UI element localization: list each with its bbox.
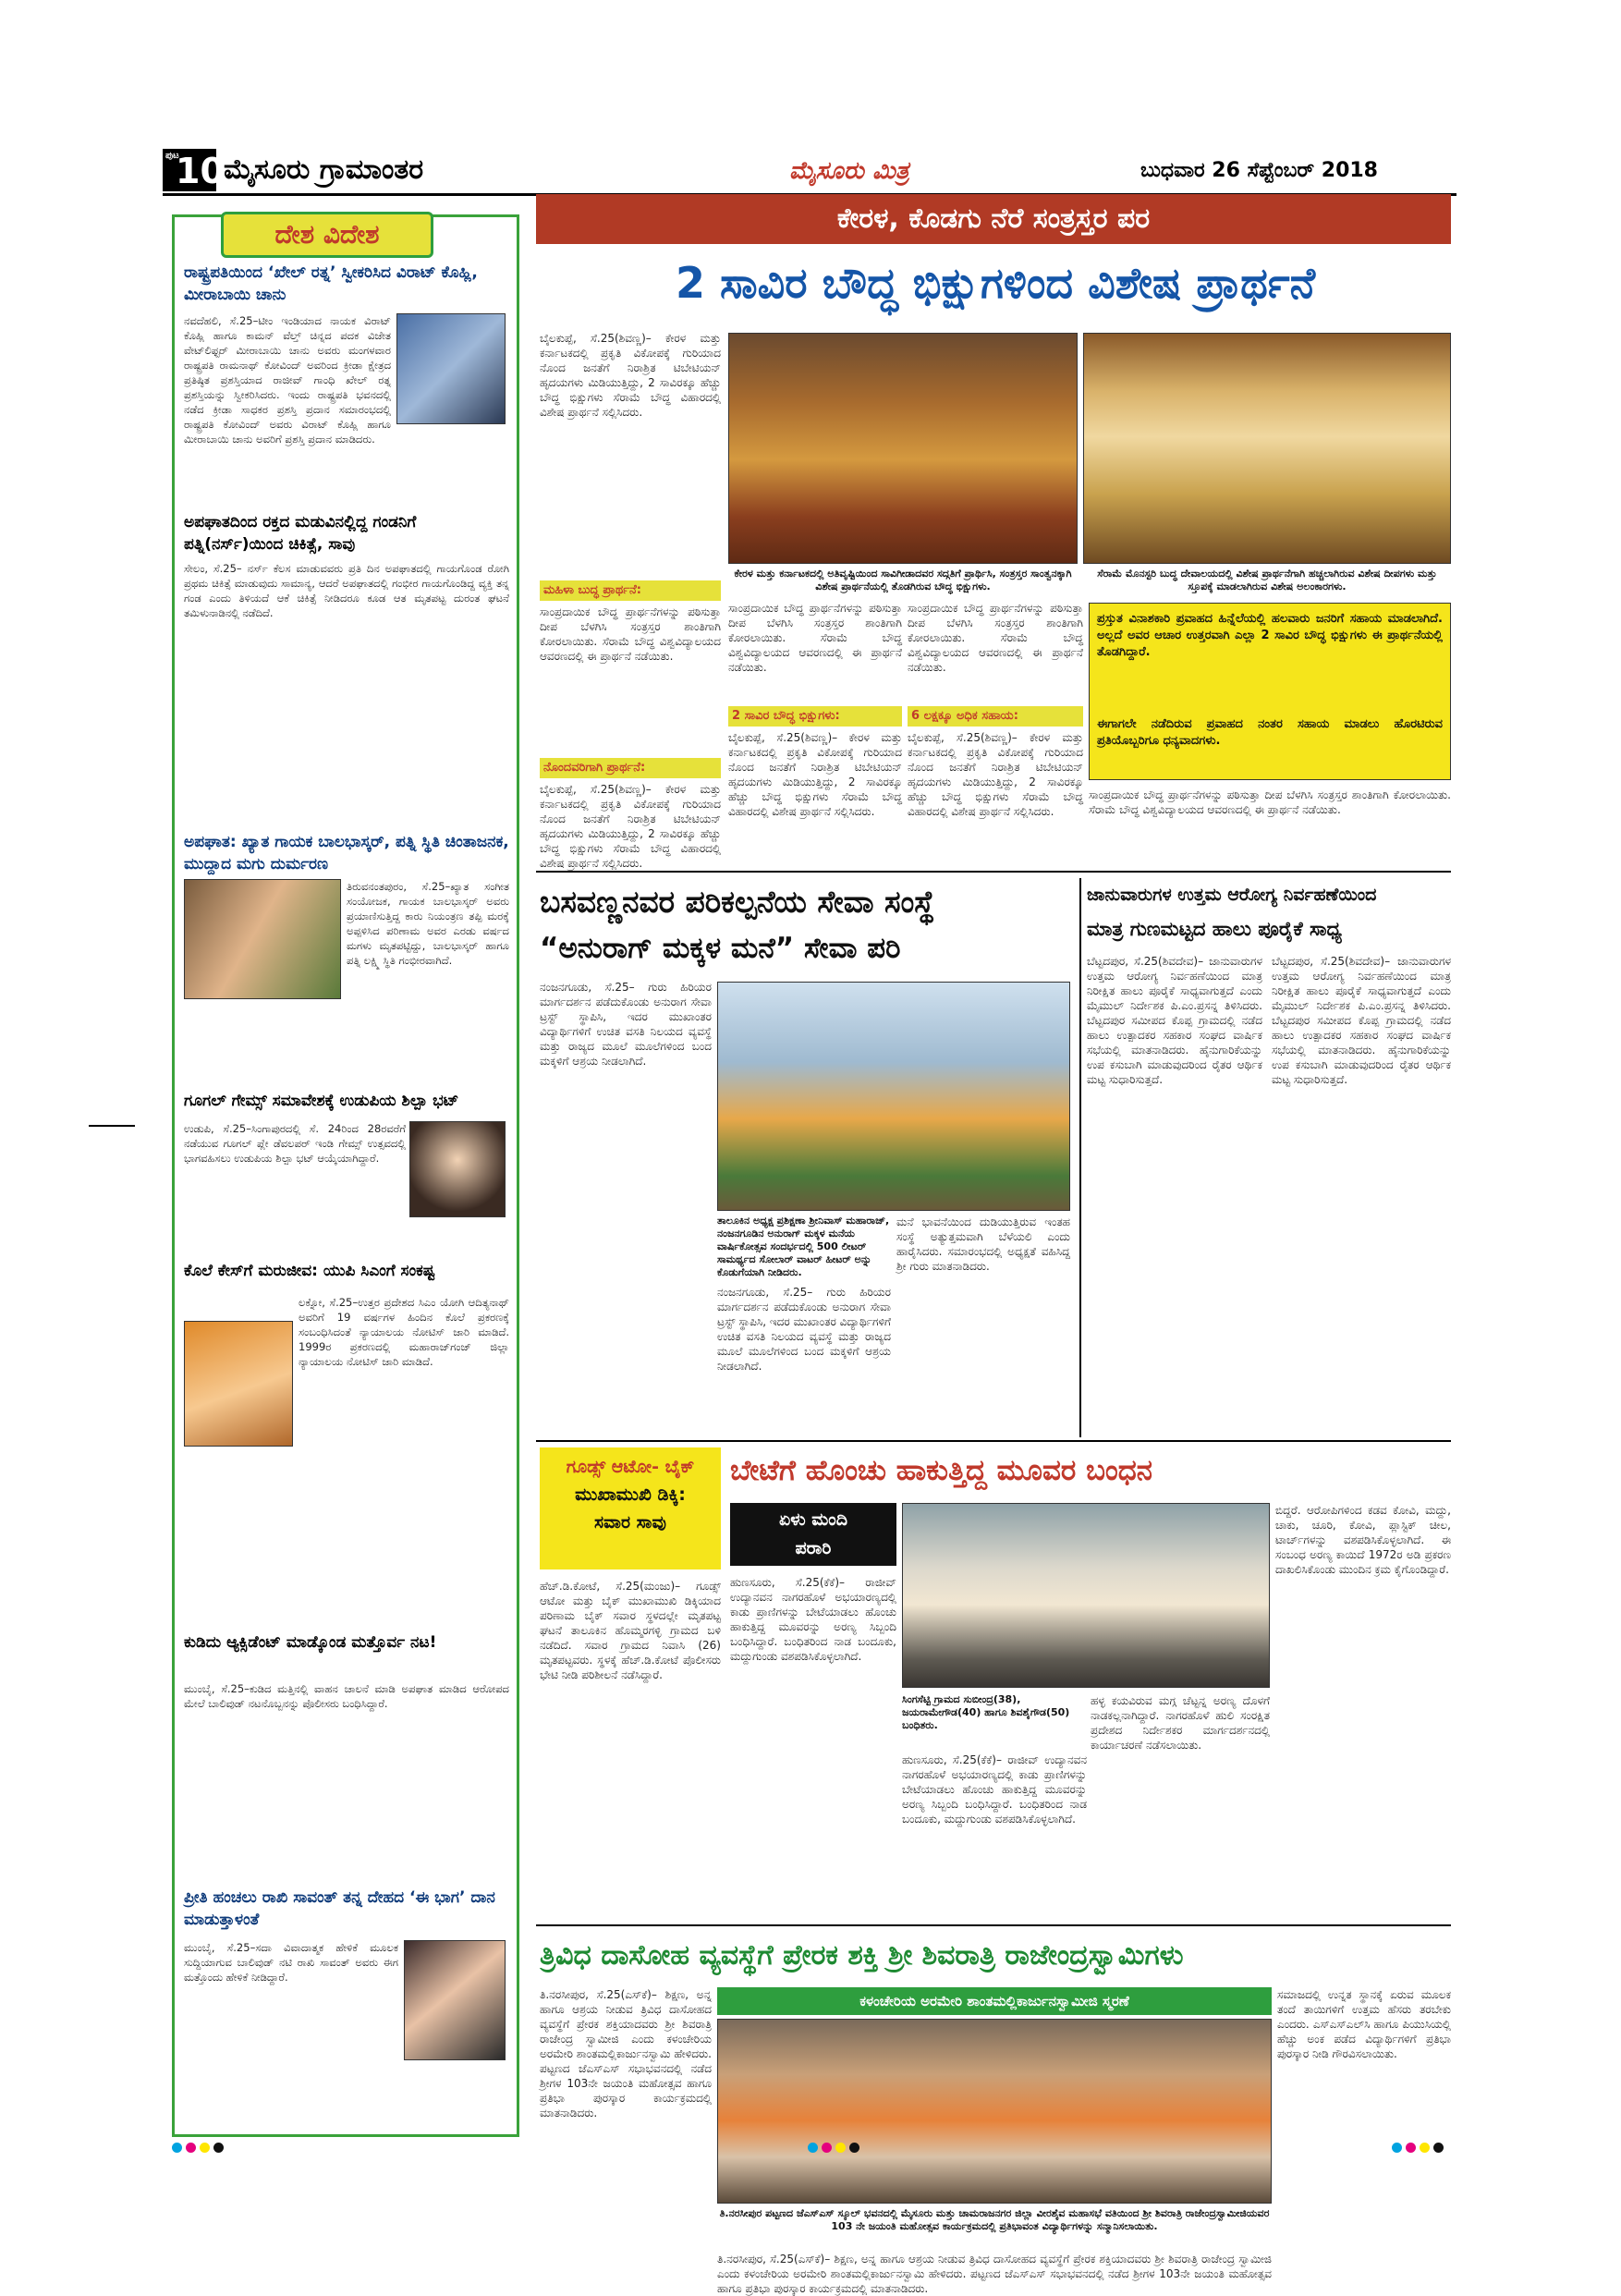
swami-subhead-text: ಕಳಂಚೇರಿಯ ಅರಮೇರಿ ಶಾಂತಮಲ್ಲಿಕಾರ್ಜುನಸ್ವಾಮೀಜಿ ಸ್ಮರಣೆ bbox=[859, 1993, 1129, 2009]
lead-photo-1 bbox=[728, 333, 1078, 564]
arrest-tag bbox=[730, 1503, 896, 1566]
swami-caption: ತಿ.ನರಸೀಪುರ ಪಟ್ಟಣದ ಜೆಎಸ್‌ಎಸ್ ಸ್ಕೂಲ್ ಭವನದಲ್ಲಿ ಮೈಸೂರು ಮತ್ತು ಚಾಮರಾಜನಗರ ಜಿಲ್ಲಾ ವೀರಶೈವ ಮಹಾಸಭೆ ವತಿಯಿಂದ ಶ್ರೀ ಶಿವರಾತ್ರಿ ರಾಜೇಂದ್ರಸ್ವಾಮೀಜಿಯವರ 103 ನೇ ಜಯಂತಿ ಮಹೋತ್ಸವ ಕಾರ್ಯಕ್ರಮದಲ್ಲಿ ಪ್ರತಿಭಾವಂತ ವಿದ್ಯಾರ್ಥಿಗಳನ್ನು ಸನ್ಮಾನಿಸಲಾಯಿತು. bbox=[719, 2207, 1270, 2232]
lead-body-col-2b: ಬೈಲಕುಪ್ಪೆ, ಸೆ.25(ಶಿವಣ್ಣ)– ಕೇರಳ ಮತ್ತು ಕರ್ನಾಟಕದಲ್ಲಿ ಪ್ರಕೃತಿ ವಿಕೋಪಕ್ಕೆ ಗುರಿಯಾದ ನೊಂದ ಜನತೆಗೆ ನಿರಾಶ್ರಿತ ಟಿಬೇಟಿಯನ್ ಹೃದಯಗಳು ಮಿಡಿಯುತ್ತಿದ್ದು, 2 ಸಾವಿರಕ್ಕೂ ಹೆಚ್ಚು ಬೌದ್ಧ ಭಿಕ್ಷುಗಳು ಸೆರಾಮೆ ಬೌದ್ಧ ವಿಹಾರದಲ್ಲಿ ವಿಶೇಷ ಪ್ರಾರ್ಥನೆ ಸಲ್ಲಿಸಿದರು. bbox=[728, 731, 902, 818]
lead-body: ಬೈಲಕುಪ್ಪೆ, ಸೆ.25(ಶಿವಣ್ಣ)– ಕೇರಳ ಮತ್ತು ಕರ್ನಾಟಕದಲ್ಲಿ ಪ್ರಕೃತಿ ವಿಕೋಪಕ್ಕೆ ಗುರಿಯಾದ ನೊಂದ ಜನತೆಗೆ ನಿರಾಶ್ರಿತ ಟಿಬೇಟಿಯನ್ ಹೃದಯಗಳು ಮಿಡಿಯುತ್ತಿದ್ದು, 2 ಸಾವಿರಕ್ಕೂ ಹೆಚ್ಚು ಬೌದ್ಧ ಭಿಕ್ಷುಗಳು ಸೆರಾಮೆ ಬೌದ್ಧ ವಿಹಾರದಲ್ಲಿ ವಿಶೇಷ ಪ್ರಾರ್ಥನೆ ಸಲ್ಲಿಸಿದರು. bbox=[540, 332, 721, 419]
reg-dot-yellow bbox=[1420, 2143, 1430, 2153]
margin-mark bbox=[89, 1125, 135, 1127]
lead-body-col-3b: ಬೈಲಕುಪ್ಪೆ, ಸೆ.25(ಶಿವಣ್ಣ)– ಕೇರಳ ಮತ್ತು ಕರ್ನಾಟಕದಲ್ಲಿ ಪ್ರಕೃತಿ ವಿಕೋಪಕ್ಕೆ ಗುರಿಯಾದ ನೊಂದ ಜನತೆಗೆ ನಿರಾಶ್ರಿತ ಟಿಬೇಟಿಯನ್ ಹೃದಯಗಳು ಮಿಡಿಯುತ್ತಿದ್ದು, 2 ಸಾವಿರಕ್ಕೂ ಹೆಚ್ಚು ಬೌದ್ಧ ಭಿಕ್ಷುಗಳು ಸೆರಾಮೆ ಬೌದ್ಧ ವಿಹಾರದಲ್ಲಿ ವಿಶೇಷ ಪ್ರಾರ್ಥನೆ ಸಲ್ಲಿಸಿದರು. bbox=[908, 731, 1083, 818]
basava-photo bbox=[717, 982, 1070, 1211]
story-3-body: ತಿರುವನಂತಪುರಂ, ಸೆ.25–ಖ್ಯಾತ ಸಂಗೀತ ಸಂಯೋಜಕ, ಗಾಯಕ ಬಾಲಭಾಸ್ಕರ್ ಅವರು ಪ್ರಯಾಣಿಸುತ್ತಿದ್ದ ಕಾರು ನಿಯಂತ್ರಣ ತಪ್ಪಿ ಮರಕ್ಕೆ ಅಪ್ಪಳಿಸಿದ ಪರಿಣಾಮ ಅವರ ಎರಡು ವರ್ಷದ ಮಗಳು ಮೃತಪಟ್ಟಿದ್ದು, ಬಾಲಭಾಸ್ಕರ್ ಹಾಗೂ ಪತ್ನಿ ಲಕ್ಷ್ಮಿ ಸ್ಥಿತಿ ಗಂಭೀರವಾಗಿದೆ. bbox=[347, 880, 509, 967]
swami-headline: ತ್ರಿವಿಧ ದಾಸೋಹ ವ್ಯವಸ್ಥೆಗೆ ಪ್ರೇರಕ ಶಕ್ತಿ ಶ್ರೀ ಶಿವರಾತ್ರಿ ರಾಜೇಂದ್ರಸ್ವಾಮಿಗಳು bbox=[540, 1939, 1184, 1972]
lead-highlight-text-2: ಈಗಾಗಲೇ ನಡೆದಿರುವ ಪ್ರವಾಹದ ನಂತರ ಸಹಾಯ ಮಾಡಲು ಹೊರಟಿರುವ ಪ್ರತಿಯೊಬ್ಬರಿಗೂ ಧನ್ಯವಾದಗಳು. bbox=[1097, 717, 1443, 748]
issue-date: ಬುಧವಾರ 26 ಸೆಪ್ಟೆಂಬರ್ 2018 bbox=[1140, 159, 1378, 182]
lead-subhead-2: 2 ಸಾವಿರ ಬೌದ್ಧ ಭಿಕ್ಷುಗಳು: bbox=[728, 706, 902, 727]
lead-headline: 2 ಸಾವಿರ ಬೌದ್ಧ ಭಿಕ್ಷುಗಳಿಂದ ವಿಶೇಷ ಪ್ರಾರ್ಥನೆ bbox=[675, 258, 1316, 308]
basava-caption: ತಾಲೂಕಿನ ಅಧ್ಯಕ್ಷ ಪ್ರಶಿಕ್ಷಣಾ ಶ್ರೀನಿವಾಸ್ ಮಹಾರಾಜ್, ನಂಜನಗೂಡಿನ ಅನುರಾಗ್ ಮಕ್ಕಳ ಮನೆಯ ವಾರ್ಷಿಕೋತ್ಸವ ಸಂದರ್ಭದಲ್ಲಿ 500 ಲೀಟರ್ ಸಾಮರ್ಥ್ಯದ ಸೋಲಾರ್ ವಾಟರ್ ಹೀಟರ್ ಅನ್ನು ಕೊಡುಗೆಯಾಗಿ ನೀಡಿದರು. bbox=[717, 1215, 890, 1278]
lead-subhead-1: ಮಹಿಳಾ ಬುದ್ಧ ಪ್ರಾರ್ಥನೆ: bbox=[540, 580, 721, 601]
page-number-badge bbox=[163, 149, 225, 191]
registration-marks-center bbox=[808, 2143, 872, 2156]
story-2-body: ಸೇಲಂ, ಸೆ.25– ನರ್ಸ್ ಕೆಲಸ ಮಾಡುವವರು ಪ್ರತಿ ದಿನ ಅಪಘಾತದಲ್ಲಿ ಗಾಯಗೊಂಡ ರೋಗಿ ಪ್ರಥಮ ಚಿಕಿತ್ಸೆ ಮಾಡುವುದು ಸಾಮಾನ್ಯ, ಆದರೆ ಅಪಘಾತದಲ್ಲಿ ಗಂಭೀರ ಗಾಯಗೊಂಡಿದ್ದ ವ್ಯಕ್ತಿ ತನ್ನ ಗಂಡ ಎಂದು ತಿಳಿಯದೆ ಆಕೆ ಚಿಕಿತ್ಸೆ ನೀಡಿದರೂ ಕೂಡ ಆತ ಮೃತಪಟ್ಟ ದುರಂತ ಘಟನೆ ತಮಿಳುನಾಡಿನಲ್ಲಿ ನಡೆದಿದೆ. bbox=[184, 562, 509, 619]
lead-kicker-text: ಕೇರಳ, ಕೊಡಗು ನೆರೆ ಸಂತ್ರಸ್ತರ ಪರ bbox=[836, 202, 1151, 235]
reg-dot-yellow bbox=[835, 2143, 846, 2153]
arrest-tag-2: ಪರಾರಿ bbox=[795, 1538, 832, 1558]
lead-highlight-text: ಪ್ರಸ್ತುತ ವಿನಾಶಕಾರಿ ಪ್ರವಾಹದ ಹಿನ್ನೆಲೆಯಲ್ಲಿ ಹಲವಾರು ಜನರಿಗೆ ಸಹಾಯ ಮಾಡಲಾಗಿದೆ. ಅಲ್ಲದೆ ಅವರ ಆಚಾರ ಉತ್ತರವಾಗಿ ಎಲ್ಲಾ 2 ಸಾವಿರ ಬೌದ್ಧ ಭಿಕ್ಷುಗಳು ಈ ಪ್ರಾರ್ಥನೆಯಲ್ಲಿ ತೊಡಗಿದ್ದಾರೆ. bbox=[1097, 612, 1443, 659]
story-5-photo bbox=[184, 1321, 293, 1447]
mid-rule bbox=[536, 1440, 1451, 1442]
reg-dot-magenta bbox=[1406, 2143, 1416, 2153]
story-2-headline: ಅಪಘಾತದಿಂದ ರಕ್ತದ ಮಡುವಿನಲ್ಲಿದ್ದ ಗಂಡನಿಗೆ ಪತ್ನಿ(ನರ್ಸ್)ಯಿಂದ ಚಿಕಿತ್ಸೆ, ಸಾವು bbox=[184, 513, 417, 554]
story-3-headline: ಅಪಘಾತ: ಖ್ಯಾತ ಗಾಯಕ ಬಾಲಭಾಸ್ಕರ್, ಪತ್ನಿ ಸ್ಥಿತಿ ಚಿಂತಾಜನಕ, ಮುದ್ದಾದ ಮಗು ದುರ್ಮರಣ bbox=[184, 833, 509, 873]
arrest-body-4: ಬಿದ್ದರೆ. ಆರೋಪಿಗಳಿಂದ ಕಡವ ಕೋವಿ, ಮದ್ದು, ಚಾಕು, ಚೂರಿ, ಕೋವಿ, ಪ್ಲಾಸ್ಟಿಕ್ ಚೀಲ, ಟಾರ್ಚ್‌ಗಳನ್ನು ವಶಪಡಿಸಿಕೊಳ್ಳಲಾಗಿದೆ. ಈ ಸಂಬಂಧ ಅರಣ್ಯ ಕಾಯಿದೆ 1972ರ ಅಡಿ ಪ್ರಕರಣ ದಾಖಲಿಸಿಕೊಂಡು ಮುಂದಿನ ಕ್ರಮ ಕೈಗೊಂಡಿದ್ದಾರೆ. bbox=[1275, 1504, 1451, 1576]
reg-dot-magenta bbox=[186, 2143, 196, 2153]
registration-marks-left bbox=[172, 2143, 237, 2156]
accident-box bbox=[540, 1447, 721, 1569]
page-number: 10 bbox=[176, 151, 225, 191]
sidebar-title bbox=[221, 212, 433, 258]
story-7-photo bbox=[404, 1940, 506, 2060]
story-3-photo bbox=[184, 879, 341, 999]
swami-body: ತಿ.ನರಸೀಪುರ, ಸೆ.25(ಎಸ್‌ಕೆ)– ಶಿಕ್ಷಣ, ಅನ್ನ ಹಾಗೂ ಆಶ್ರಯ ನೀಡುವ ತ್ರಿವಿಧ ದಾಸೋಹದ ವ್ಯವಸ್ಥೆಗೆ ಪ್ರೇರಕ ಶಕ್ತಿಯಾದವರು ಶ್ರೀ ಶಿವರಾತ್ರಿ ರಾಜೇಂದ್ರ ಸ್ವಾಮೀಜಿ ಎಂದು ಕಳಂಚೇರಿಯ ಅರಮೇರಿ ಶಾಂತಮಲ್ಲಿಕಾರ್ಜುನಸ್ವಾಮಿ ಹೇಳಿದರು. ಪಟ್ಟಣದ ಜೆಎಸ್‌ಎಸ್ ಸಭಾಭವನದಲ್ಲಿ ನಡೆದ ಶ್ರೀಗಳ 103ನೇ ಜಯಂತಿ ಮಹೋತ್ಸವ ಹಾಗೂ ಪ್ರತಿಭಾ ಪುರಸ್ಕಾರ ಕಾರ್ಯಕ್ರಮದಲ್ಲಿ ಮಾತನಾಡಿದರು. bbox=[540, 1988, 712, 2119]
arrest-body-2: ಹಳ್ಳ ಕಯವಿರುವ ಮಗ್ಗ ಚೆಟ್ಟನ್ನ ಅರಣ್ಯ ದೊಳಗೆ ನಾಡಕಲ್ಲನಾಗಿದ್ದಾರೆ. ನಾಗರಹೊಳೆ ಹುಲಿ ಸಂರಕ್ಷಿತ ಪ್ರದೇಶದ ನಿರ್ದೇಶಕರ ಮಾರ್ಗದರ್ಶನದಲ್ಲಿ ಕಾರ್ಯಾಚರಣೆ ನಡೆಸಲಾಯಿತು. bbox=[1091, 1694, 1270, 1752]
section-title: ಮೈಸೂರು ಗ್ರಾಮಾಂತರ bbox=[224, 153, 424, 186]
arrest-photo bbox=[902, 1503, 1270, 1688]
lead-caption-2: ಸೆರಾಮೆ ಮೊನಸ್ಟರಿ ಬುದ್ಧ ದೇವಾಲಯದಲ್ಲಿ ವಿಶೇಷ ಪ್ರಾರ್ಥನೆಗಾಗಿ ಹಚ್ಚಲಾಗಿರುವ ವಿಶೇಷ ದೀಪಗಳು ಮತ್ತು ಸ್ತೂಪಕ್ಕೆ ಮಾಡಲಾಗಿರುವ ವಿಶೇಷ ಅಲಂಕಾರಗಳು. bbox=[1097, 568, 1437, 592]
newspaper-logo: ಮೈಸೂರು ಮಿತ್ರ bbox=[789, 157, 909, 185]
story-4-headline: ಗೂಗಲ್ ಗೇಮ್ಸ್ ಸಮಾವೇಶಕ್ಕೆ ಉಡುಪಿಯ ಶಿಲ್ಪಾ ಭಟ್ bbox=[184, 1092, 459, 1110]
story-1-body: ನವದೆಹಲಿ, ಸೆ.25–ಟೀಂ ಇಂಡಿಯಾದ ನಾಯಕ ವಿರಾಟ್ ಕೊಹ್ಲಿ ಹಾಗೂ ಕಾಮನ್ ವೆಲ್ತ್ ಚಿನ್ನದ ಪದಕ ವಿಜೇತ ವೇಟ್‌ಲಿಫ್ಟರ್ ಮೀರಾಬಾಯಿ ಚಾನು ಅವರು ಮಂಗಳವಾರ ರಾಷ್ಟ್ರಪತಿ ರಾಮನಾಥ್ ಕೋವಿಂದ್ ಅವರಿಂದ ಕ್ರೀಡಾ ಕ್ಷೇತ್ರದ ಪ್ರತಿಷ್ಠಿತ ಪ್ರಶಸ್ತಿಯಾದ ರಾಜೀವ್ ಗಾಂಧಿ ಖೇಲ್ ರತ್ನ ಪ್ರಶಸ್ತಿಯನ್ನು ಸ್ವೀಕರಿಸಿದರು. ಇಂದು ರಾಷ್ಟ್ರಪತಿ ಭವನದಲ್ಲಿ ನಡೆದ ಕ್ರೀಡಾ ಸಾಧಕರ ಪ್ರಶಸ್ತಿ ಪ್ರದಾನ ಸಮಾರಂಭದಲ್ಲಿ ರಾಷ್ಟ್ರಪತಿ ಕೋವಿಂದ್ ಅವರು ವಿರಾಟ್ ಕೊಹ್ಲಿ ಹಾಗೂ ಮೀರಾಬಾಯಿ ಚಾನು ಅವರಿಗೆ ಪ್ರಶಸ್ತಿ ಪ್ರದಾನ ಮಾಡಿದರು. bbox=[184, 314, 391, 446]
arrest-body-3: ಹುಣಸೂರು, ಸೆ.25(ಕೆಕೆ)– ರಾಜೀವ್ ಉದ್ಯಾನವನ ನಾಗರಹೊಳೆ ಅಭಯಾರಣ್ಯದಲ್ಲಿ ಕಾಡು ಪ್ರಾಣಿಗಳನ್ನು ಬೇಟೆಯಾಡಲು ಹೊಂಚು ಹಾಕುತ್ತಿದ್ದ ಮೂವರನ್ನು ಅರಣ್ಯ ಸಿಬ್ಬಂದಿ ಬಂಧಿಸಿದ್ದಾರೆ. ಬಂಧಿತರಿಂದ ನಾಡ ಬಂದೂಕು, ಮದ್ದುಗುಂಡು ವಶಪಡಿಸಿಕೊಳ್ಳಲಾಗಿದೆ. bbox=[902, 1753, 1087, 1826]
column-divider bbox=[1079, 878, 1081, 1437]
lead-caption-1: ಕೇರಳ ಮತ್ತು ಕರ್ನಾಟಕದಲ್ಲಿ ಅತಿವೃಷ್ಟಿಯಿಂದ ಸಾವಿಗೀಡಾದವರ ಸದ್ಗತಿಗೆ ಪ್ರಾರ್ಥಿಸಿ, ಸಂತ್ರಸ್ತರ ಸಾಂತ್ವನಕ್ಕಾಗಿ ವಿಶೇಷ ಪ್ರಾರ್ಥನೆಯಲ್ಲಿ ತೊಡಗಿರುವ ಬೌದ್ಧ ಭಿಕ್ಷುಗಳು. bbox=[734, 568, 1072, 592]
arrest-body: ಹುಣಸೂರು, ಸೆ.25(ಕೆಕೆ)– ರಾಜೀವ್ ಉದ್ಯಾನವನ ನಾಗರಹೊಳೆ ಅಭಯಾರಣ್ಯದಲ್ಲಿ ಕಾಡು ಪ್ರಾಣಿಗಳನ್ನು ಬೇಟೆಯಾಡಲು ಹೊಂಚು ಹಾಕುತ್ತಿದ್ದ ಮೂವರನ್ನು ಅರಣ್ಯ ಸಿಬ್ಬಂದಿ ಬಂಧಿಸಿದ್ದಾರೆ. ಬಂಧಿತರಿಂದ ನಾಡ ಬಂದೂಕು, ಮದ್ದುಗುಂಡು ವಶಪಡಿಸಿಕೊಳ್ಳಲಾಗಿದೆ. bbox=[730, 1576, 896, 1663]
swami-photo bbox=[717, 2019, 1272, 2204]
swami-body-2: ತಿ.ನರಸೀಪುರ, ಸೆ.25(ಎಸ್‌ಕೆ)– ಶಿಕ್ಷಣ, ಅನ್ನ ಹಾಗೂ ಆಶ್ರಯ ನೀಡುವ ತ್ರಿವಿಧ ದಾಸೋಹದ ವ್ಯವಸ್ಥೆಗೆ ಪ್ರೇರಕ ಶಕ್ತಿಯಾದವರು ಶ್ರೀ ಶಿವರಾತ್ರಿ ರಾಜೇಂದ್ರ ಸ್ವಾಮೀಜಿ ಎಂದು ಕಳಂಚೇರಿಯ ಅರಮೇರಿ ಶಾಂತಮಲ್ಲಿಕಾರ್ಜುನಸ್ವಾಮಿ ಹೇಳಿದರು. ಪಟ್ಟಣದ ಜೆಎಸ್‌ಎಸ್ ಸಭಾಭವನದಲ್ಲಿ ನಡೆದ ಶ್ರೀಗಳ 103ನೇ ಜಯಂತಿ ಮಹೋತ್ಸವ ಹಾಗೂ ಪ್ರತಿಭಾ ಪುರಸ್ಕಾರ ಕಾರ್ಯಕ್ರಮದಲ್ಲಿ ಮಾತನಾಡಿದರು. bbox=[717, 2253, 1272, 2295]
swami-body-3: ಸಮಾಜದಲ್ಲಿ ಉನ್ನತ ಸ್ಥಾನಕ್ಕೆ ಏರುವ ಮೂಲಕ ತಂದೆ ತಾಯಿಗಳಿಗೆ ಉತ್ತಮ ಹೆಸರು ತರಬೇಕು ಎಂದರು. ಎಸ್ಎಸ್ಎಲ್‌ಸಿ ಹಾಗೂ ಪಿಯುಸಿಯಲ್ಲಿ ಹೆಚ್ಚು ಅಂಕ ಪಡೆದ ವಿದ್ಯಾರ್ಥಿಗಳಿಗೆ ಪ್ರತಿಭಾ ಪುರಸ್ಕಾರ ನೀಡಿ ಗೌರವಿಸಲಾಯಿತು. bbox=[1277, 1988, 1451, 2060]
reg-dot-black bbox=[1433, 2143, 1444, 2153]
lead-bottom-rule bbox=[536, 871, 1451, 873]
story-1-photo bbox=[396, 313, 506, 424]
reg-dot-magenta bbox=[822, 2143, 832, 2153]
basava-body: ನಂಜನಗೂಡು, ಸೆ.25– ಗುರು ಹಿರಿಯರ ಮಾರ್ಗದರ್ಶನ ಪಡೆದುಕೊಂಡು ಅನುರಾಗ ಸೇವಾ ಟ್ರಸ್ಟ್ ಸ್ಥಾಪಿಸಿ, ಇದರ ಮುಖಾಂತರ ವಿದ್ಯಾರ್ಥಿಗಳಿಗೆ ಉಚಿತ ವಸತಿ ನಿಲಯದ ವ್ಯವಸ್ಥೆ ಮತ್ತು ರಾಜ್ಯದ ಮೂಲೆ ಮೂಲೆಗಳಿಂದ ಬಂದ ಮಕ್ಕಳಿಗೆ ಆಶ್ರಯ ನೀಡಲಾಗಿದೆ. bbox=[540, 981, 712, 1068]
lead-subhead-4: 6 ಲಕ್ಷಕ್ಕೂ ಅಧಿಕ ಸಹಾಯ: bbox=[908, 706, 1083, 727]
arrest-headline: ಬೇಟೆಗೆ ಹೊಂಚು ಹಾಕುತ್ತಿದ್ದ ಮೂವರ ಬಂಧನ bbox=[730, 1454, 1153, 1487]
basava-body-3: ನಂಜನಗೂಡು, ಸೆ.25– ಗುರು ಹಿರಿಯರ ಮಾರ್ಗದರ್ಶನ ಪಡೆದುಕೊಂಡು ಅನುರಾಗ ಸೇವಾ ಟ್ರಸ್ಟ್ ಸ್ಥಾಪಿಸಿ, ಇದರ ಮುಖಾಂತರ ವಿದ್ಯಾರ್ಥಿಗಳಿಗೆ ಉಚಿತ ವಸತಿ ನಿಲಯದ ವ್ಯವಸ್ಥೆ ಮತ್ತು ರಾಜ್ಯದ ಮೂಲೆ ಮೂಲೆಗಳಿಂದ ಬಂದ ಮಕ್ಕಳಿಗೆ ಆಶ್ರಯ ನೀಡಲಾಗಿದೆ. bbox=[717, 1286, 891, 1373]
lead-photo-2 bbox=[1083, 333, 1451, 564]
reg-dot-black bbox=[213, 2143, 224, 2153]
page-label: ಪುಟ bbox=[165, 151, 179, 161]
milk-headline-1: ಜಾನುವಾರುಗಳ ಉತ್ತಮ ಆರೋಗ್ಯ ನಿರ್ವಹಣೆಯಿಂದ bbox=[1087, 885, 1377, 905]
accident-headline-1: ಗೂಡ್ಸ್ ಆಟೋ- ಬೈಕ್ bbox=[566, 1457, 695, 1477]
story-7-headline: ಪ್ರೀತಿ ಹಂಚಲು ರಾಖಿ ಸಾವಂತ್ ತನ್ನ ದೇಹದ ‘ಈ ಭಾಗ’ ದಾನ ಮಾಡುತ್ತಾಳಂತೆ bbox=[184, 1888, 495, 1929]
sidebar bbox=[172, 214, 519, 2137]
basava-body-2: ಮನೆ ಭಾವನೆಯಿಂದ ದುಡಿಯುತ್ತಿರುವ ಇಂತಹ ಸಂಸ್ಥೆ ಅತ್ಯುತ್ತಮವಾಗಿ ಬೆಳೆಯಲಿ ಎಂದು ಹಾರೈಸಿದರು. ಸಮಾರಂಭದಲ್ಲಿ ಅಧ್ಯಕ್ಷತೆ ವಹಿಸಿದ್ದ ಶ್ರೀ ಗುರು ಮಾತನಾಡಿದರು. bbox=[896, 1215, 1070, 1273]
lead-body-col-1: ಸಾಂಪ್ರದಾಯಿಕ ಬೌದ್ಧ ಪ್ರಾರ್ಥನೆಗಳನ್ನು ಪಠಿಸುತ್ತಾ ದೀಪ ಬೆಳಗಿಸಿ ಸಂತ್ರಸ್ತರ ಶಾಂತಿಗಾಗಿ ಕೋರಲಾಯಿತು. ಸೆರಾಮೆ ಬೌದ್ಧ ವಿಶ್ವವಿದ್ಯಾಲಯದ ಆವರಣದಲ್ಲಿ ಈ ಪ್ರಾರ್ಥನೆ ನಡೆಯಿತು. bbox=[540, 605, 721, 663]
story-5-body: ಲಕ್ನೋ, ಸೆ.25–ಉತ್ತರ ಪ್ರದೇಶದ ಸಿಎಂ ಯೋಗಿ ಆದಿತ್ಯನಾಥ್ ಅವರಿಗೆ 19 ವರ್ಷಗಳ ಹಿಂದಿನ ಕೊಲೆ ಪ್ರಕರಣಕ್ಕೆ ಸಂಬಂಧಿಸಿದಂತೆ ನ್ಯಾಯಾಲಯ ನೋಟಿಸ್ ಜಾರಿ ಮಾಡಿದೆ. 1999ರ ಪ್ರಕರಣದಲ್ಲಿ ಮಹಾರಾಜ್‌ಗಂಜ್ ಜಿಲ್ಲಾ ನ್ಯಾಯಾಲಯ ನೋಟಿಸ್ ಜಾರಿ ಮಾಡಿದೆ. bbox=[299, 1296, 509, 1368]
story-6-body: ಮುಂಬೈ, ಸೆ.25–ಕುಡಿದ ಮತ್ತಿನಲ್ಲಿ ವಾಹನ ಚಾಲನೆ ಮಾಡಿ ಅಪಘಾತ ಮಾಡಿದ ಆರೋಪದ ಮೇಲೆ ಬಾಲಿವುಡ್ ನಟನೊಬ್ಬನನ್ನು ಪೊಲೀಸರು ಬಂಧಿಸಿದ್ದಾರೆ. bbox=[184, 1682, 509, 1710]
basava-headline-1: ಬಸವಣ್ಣನವರ ಪರಿಕಲ್ಪನೆಯ ಸೇವಾ ಸಂಸ್ಥೆ bbox=[540, 884, 935, 920]
accident-body: ಹೆಚ್.ಡಿ.ಕೋಟೆ, ಸೆ.25(ಮಂಜು)– ಗೂಡ್ಸ್ ಆಟೋ ಮತ್ತು ಬೈಕ್ ಮುಖಾಮುಖಿ ಡಿಕ್ಕಿಯಾದ ಪರಿಣಾಮ ಬೈಕ್ ಸವಾರ ಸ್ಥಳದಲ್ಲೇ ಮೃತಪಟ್ಟ ಘಟನೆ ತಾಲೂಕಿನ ಹೊಮ್ಮರಗಳ್ಳಿ ಗ್ರಾಮದ ಬಳಿ ನಡೆದಿದೆ. ಸವಾರ ಗ್ರಾಮದ ನಿವಾಸಿ (26) ಮೃತಪಟ್ಟವರು. ಸ್ಥಳಕ್ಕೆ ಹೆಚ್.ಡಿ.ಕೋಟೆ ಪೊಲೀಸರು ಭೇಟಿ ನೀಡಿ ಪರಿಶೀಲನೆ ನಡೆಸಿದ್ದಾರೆ. bbox=[540, 1580, 721, 1681]
swami-subhead bbox=[717, 1987, 1272, 2015]
reg-dot-cyan bbox=[1392, 2143, 1402, 2153]
milk-body-col-1: ಬೆಟ್ಟದಪುರ, ಸೆ.25(ಶಿವದೇವ)– ಜಾನುವಾರುಗಳ ಉತ್ತಮ ಆರೋಗ್ಯ ನಿರ್ವಹಣೆಯಿಂದ ಮಾತ್ರ ನಿರೀಕ್ಷಿತ ಹಾಲು ಪೂರೈಕೆ ಸಾಧ್ಯವಾಗುತ್ತದೆ ಎಂದು ಮೈಮುಲ್ ನಿರ್ದೇಶಕ ಪಿ.ಎಂ.ಪ್ರಸನ್ನ ತಿಳಿಸಿದರು. ಬೆಟ್ಟದಪುರ ಸಮೀಪದ ಕೊಪ್ಪ ಗ್ರಾಮದಲ್ಲಿ ನಡೆದ ಹಾಲು ಉತ್ಪಾದಕರ ಸಹಕಾರ ಸಂಘದ ವಾರ್ಷಿಕ ಸಭೆಯಲ್ಲಿ ಮಾತನಾಡಿದರು. ಹೈನುಗಾರಿಕೆಯನ್ನು ಉಪ ಕಸುಬಾಗಿ ಮಾಡುವುದರಿಂದ ರೈತರ ಆರ್ಥಿಕ ಮಟ್ಟ ಸುಧಾರಿಸುತ್ತದೆ. bbox=[1087, 955, 1262, 1086]
story-6-headline: ಕುಡಿದು ಆ್ಯಕ್ಸಿಡೆಂಟ್ ಮಾಡ್ಕೊಂಡ ಮತ್ತೊರ್ವ ನಟ! bbox=[184, 1633, 437, 1652]
accident-headline-3: ಸವಾರ ಸಾವು bbox=[594, 1512, 666, 1533]
arrest-tag-1: ಏಳು ಮಂದಿ bbox=[779, 1509, 847, 1530]
reg-dot-cyan bbox=[808, 2143, 818, 2153]
lead-kicker bbox=[536, 194, 1451, 244]
reg-dot-black bbox=[849, 2143, 859, 2153]
lower-rule bbox=[536, 1924, 1451, 1926]
story-5-headline: ಕೊಲೆ ಕೇಸ್‌ಗೆ ಮರುಜೀವ: ಯುಪಿ ಸಿಎಂಗೆ ಸಂಕಷ್ಟ bbox=[184, 1262, 435, 1280]
lead-body-col-3: ಸಾಂಪ್ರದಾಯಿಕ ಬೌದ್ಧ ಪ್ರಾರ್ಥನೆಗಳನ್ನು ಪಠಿಸುತ್ತಾ ದೀಪ ಬೆಳಗಿಸಿ ಸಂತ್ರಸ್ತರ ಶಾಂತಿಗಾಗಿ ಕೋರಲಾಯಿತು. ಸೆರಾಮೆ ಬೌದ್ಧ ವಿಶ್ವವಿದ್ಯಾಲಯದ ಆವರಣದಲ್ಲಿ ಈ ಪ್ರಾರ್ಥನೆ ನಡೆಯಿತು. bbox=[908, 602, 1083, 674]
lead-body-col-2: ಸಾಂಪ್ರದಾಯಿಕ ಬೌದ್ಧ ಪ್ರಾರ್ಥನೆಗಳನ್ನು ಪಠಿಸುತ್ತಾ ದೀಪ ಬೆಳಗಿಸಿ ಸಂತ್ರಸ್ತರ ಶಾಂತಿಗಾಗಿ ಕೋರಲಾಯಿತು. ಸೆರಾಮೆ ಬೌದ್ಧ ವಿಶ್ವವಿದ್ಯಾಲಯದ ಆವರಣದಲ್ಲಿ ಈ ಪ್ರಾರ್ಥನೆ ನಡೆಯಿತು. bbox=[728, 602, 902, 674]
story-1-headline: ರಾಷ್ಟ್ರಪತಿಯಿಂದ ‘ಖೇಲ್ ರತ್ನ’ ಸ್ವೀಕರಿಸಿದ ವಿರಾಟ್ ಕೊಹ್ಲಿ, ಮೀರಾಬಾಯಿ ಚಾನು bbox=[184, 263, 478, 304]
sidebar-title-text: ದೇಶ ವಿದೇಶ bbox=[274, 219, 380, 250]
basava-headline-2: “ಅನುರಾಗ್ ಮಕ್ಕಳ ಮನೆ” ಸೇವಾ ಪರಿ bbox=[540, 932, 901, 965]
lead-subhead-3: ನೊಂದವರಿಗಾಗಿ ಪ್ರಾರ್ಥನೆ: bbox=[540, 758, 721, 778]
lead-body-col-4: ಸಾಂಪ್ರದಾಯಿಕ ಬೌದ್ಧ ಪ್ರಾರ್ಥನೆಗಳನ್ನು ಪಠಿಸುತ್ತಾ ದೀಪ ಬೆಳಗಿಸಿ ಸಂತ್ರಸ್ತರ ಶಾಂತಿಗಾಗಿ ಕೋರಲಾಯಿತು. ಸೆರಾಮೆ ಬೌದ್ಧ ವಿಶ್ವವಿದ್ಯಾಲಯದ ಆವರಣದಲ್ಲಿ ಈ ಪ್ರಾರ್ಥನೆ ನಡೆಯಿತು. bbox=[1089, 788, 1451, 816]
reg-dot-cyan bbox=[172, 2143, 182, 2153]
milk-body-col-2: ಬೆಟ್ಟದಪುರ, ಸೆ.25(ಶಿವದೇವ)– ಜಾನುವಾರುಗಳ ಉತ್ತಮ ಆರೋಗ್ಯ ನಿರ್ವಹಣೆಯಿಂದ ಮಾತ್ರ ನಿರೀಕ್ಷಿತ ಹಾಲು ಪೂರೈಕೆ ಸಾಧ್ಯವಾಗುತ್ತದೆ ಎಂದು ಮೈಮುಲ್ ನಿರ್ದೇಶಕ ಪಿ.ಎಂ.ಪ್ರಸನ್ನ ತಿಳಿಸಿದರು. ಬೆಟ್ಟದಪುರ ಸಮೀಪದ ಕೊಪ್ಪ ಗ್ರಾಮದಲ್ಲಿ ನಡೆದ ಹಾಲು ಉತ್ಪಾದಕರ ಸಹಕಾರ ಸಂಘದ ವಾರ್ಷಿಕ ಸಭೆಯಲ್ಲಿ ಮಾತನಾಡಿದರು. ಹೈನುಗಾರಿಕೆಯನ್ನು ಉಪ ಕಸುಬಾಗಿ ಮಾಡುವುದರಿಂದ ರೈತರ ಆರ್ಥಿಕ ಮಟ್ಟ ಸುಧಾರಿಸುತ್ತದೆ. bbox=[1272, 955, 1451, 1086]
story-4-body: ಉಡುಪಿ, ಸೆ.25–ಸಿಂಗಾಪುರದಲ್ಲಿ ಸೆ. 24ರಿಂದ 28ರವರೆಗೆ ನಡೆಯುವ ಗೂಗಲ್ ಪ್ಲೇ ಡೆವಲಪರ್ ಇಂಡಿ ಗೇಮ್ಸ್ ಉತ್ಸವದಲ್ಲಿ ಭಾಗವಹಿಸಲು ಉಡುಪಿಯ ಶಿಲ್ಪಾ ಭಟ್ ಆಯ್ಕೆಯಾಗಿದ್ದಾರೆ. bbox=[184, 1122, 406, 1165]
registration-marks-right bbox=[1392, 2143, 1456, 2156]
arrest-caption: ಸಿಂಗಸೆಟ್ಟಿ ಗ್ರಾಮದ ಸುಬೀಂದ್ರ(38), ಜಯರಾಮೇಗೌಡ(40) ಹಾಗೂ ಶಿವಶೈಗೌಡ(50) ಬಂಧಿತರು. bbox=[902, 1693, 1070, 1731]
milk-headline-2: ಮಾತ್ರ ಗುಣಮಟ್ಟದ ಹಾಲು ಪೂರೈಕೆ ಸಾಧ್ಯ bbox=[1087, 918, 1342, 940]
story-4-photo bbox=[409, 1121, 506, 1217]
accident-headline-2: ಮುಖಾಮುಖಿ ಡಿಕ್ಕಿ: bbox=[575, 1484, 686, 1505]
masthead bbox=[163, 143, 1456, 195]
story-7-body: ಮುಂಬೈ, ಸೆ.25–ಸದಾ ವಿವಾದಾತ್ಮಕ ಹೇಳಿಕೆ ಮೂಲಕ ಸುದ್ದಿಯಾಗುವ ಬಾಲಿವುಡ್ ನಟಿ ರಾಖಿ ಸಾವಂತ್ ಅವರು ಈಗ ಮತ್ತೊಂದು ಹೇಳಿಕೆ ನೀಡಿದ್ದಾರೆ. bbox=[184, 1941, 398, 1984]
reg-dot-yellow bbox=[200, 2143, 210, 2153]
lead-highlight-box bbox=[1089, 603, 1451, 780]
lead-body-col-1b: ಬೈಲಕುಪ್ಪೆ, ಸೆ.25(ಶಿವಣ್ಣ)– ಕೇರಳ ಮತ್ತು ಕರ್ನಾಟಕದಲ್ಲಿ ಪ್ರಕೃತಿ ವಿಕೋಪಕ್ಕೆ ಗುರಿಯಾದ ನೊಂದ ಜನತೆಗೆ ನಿರಾಶ್ರಿತ ಟಿಬೇಟಿಯನ್ ಹೃದಯಗಳು ಮಿಡಿಯುತ್ತಿದ್ದು, 2 ಸಾವಿರಕ್ಕೂ ಹೆಚ್ಚು ಬೌದ್ಧ ಭಿಕ್ಷುಗಳು ಸೆರಾಮೆ ಬೌದ್ಧ ವಿಹಾರದಲ್ಲಿ ವಿಶೇಷ ಪ್ರಾರ್ಥನೆ ಸಲ್ಲಿಸಿದರು. bbox=[540, 783, 721, 870]
